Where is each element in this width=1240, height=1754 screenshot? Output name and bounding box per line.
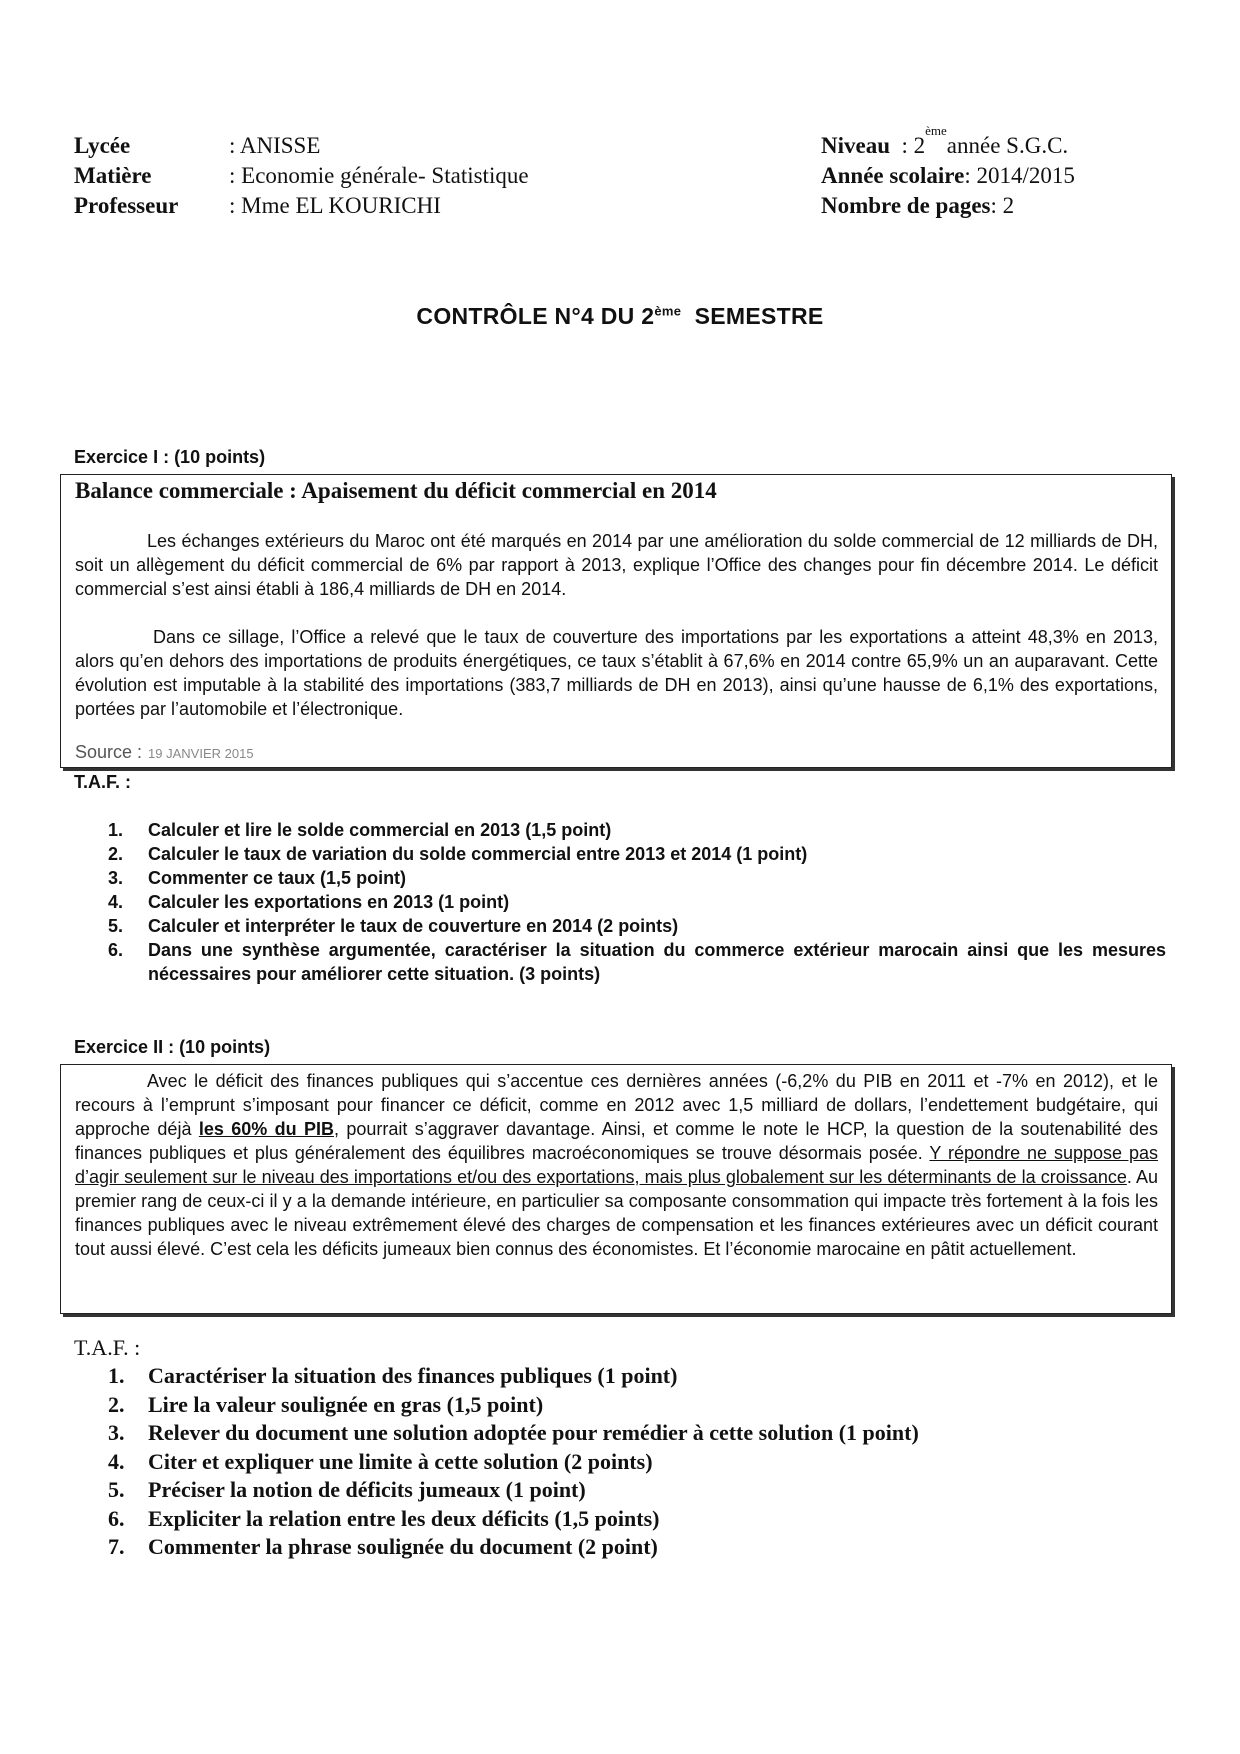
exercise1-source xyxy=(75,742,254,763)
exercise2-paragraph xyxy=(75,1069,1158,1261)
exercise1-heading: Exercice I : (10 points) xyxy=(74,447,266,467)
question-text: Calculer le taux de variation du solde commercial entre 2013 et 2014 (1 point) xyxy=(148,844,808,864)
question-number: 3. xyxy=(108,868,124,888)
exercise2-underlined-sentence: Y répondre ne suppose pas d’agir seulement sur le niveau des importations et/ou des exportations, mais plus globalement sur les déterminants de la croissance xyxy=(75,1143,1158,1187)
question-number: 2. xyxy=(108,1391,125,1417)
question-text: Relever du document une solution adoptée pour remédier à cette solution (1 point) xyxy=(148,1420,919,1445)
exercise1-box-title: Balance commerciale : Apaisement du déficit commercial en 2014 xyxy=(75,478,717,503)
question-number: 7. xyxy=(108,1534,125,1559)
niveau-value-sup: ème xyxy=(925,123,947,138)
question-number: 1. xyxy=(108,820,124,840)
list-item xyxy=(108,1476,919,1505)
pages-label: Nombre de pages xyxy=(821,193,991,218)
question-text: Calculer et lire le solde commercial en 2013 (1,5 point) xyxy=(148,820,612,840)
niveau-value-post: année S.G.C. xyxy=(946,133,1069,158)
annee-value: : 2014/2015 xyxy=(964,163,1075,188)
source-date: 19 JANVIER 2015 xyxy=(148,746,254,761)
question-text: Expliciter la relation entre les deux déficits (1,5 points) xyxy=(148,1505,660,1531)
lycee-value: : ANISSE xyxy=(229,133,321,158)
source-label: Source : xyxy=(75,742,143,762)
title-sup: ème xyxy=(654,303,682,319)
exercise2-questions xyxy=(108,1362,919,1562)
exercise2-bold-underlined-value: les 60% du PIB xyxy=(198,1119,334,1139)
header-row-niveau xyxy=(821,123,1075,161)
professeur-label: Professeur xyxy=(74,193,179,218)
exercise2-text-part2: , pourrait s’aggraver davantage. Ainsi, et comme le note le HCP, la question de la soutenabilité des finances publiques et plus généralement des équilibres macroéconomiques se trouve désormais posée. xyxy=(75,1119,1158,1163)
question-text: Calculer les exportations en 2013 (1 point) xyxy=(148,892,510,912)
title-post: SEMESTRE xyxy=(681,303,824,329)
header-left xyxy=(74,131,529,221)
exercise1-taf-label: T.A.F. : xyxy=(74,772,131,792)
question-number: 2. xyxy=(108,844,124,864)
list-item xyxy=(108,1448,919,1477)
exercise2-text-box xyxy=(60,1064,1172,1314)
matiere-label: Matière xyxy=(74,163,152,188)
list-item xyxy=(108,1362,919,1391)
list-item xyxy=(108,866,1166,890)
list-item xyxy=(108,842,1166,866)
exercise2-heading: Exercice II : (10 points) xyxy=(74,1037,271,1057)
header-right xyxy=(821,123,1075,221)
exercise1-text-box xyxy=(60,474,1172,768)
question-number: 1. xyxy=(108,1363,125,1388)
question-text: Caractériser la situation des finances publiques (1 point) xyxy=(148,1363,678,1388)
header-row-matiere xyxy=(74,161,529,191)
header-row-professeur xyxy=(74,191,529,221)
lycee-label: Lycée xyxy=(74,133,131,158)
question-text: Préciser la notion de déficits jumeaux (1 point) xyxy=(148,1477,586,1502)
list-item xyxy=(108,1391,919,1420)
question-text: Citer et expliquer une limite à cette solution (2 points) xyxy=(148,1448,653,1474)
exercise1-questions xyxy=(108,818,1166,986)
list-item xyxy=(108,890,1166,914)
list-item xyxy=(108,1533,919,1562)
question-number: 5. xyxy=(108,916,124,936)
question-text: Commenter la phrase soulignée du document (2 point) xyxy=(148,1534,658,1559)
exercise2-text-part3: . Au premier rang de ceux-ci il y a la demande intérieure, en particulier sa composante consommation qui impacte très fortement à la fois les finances publiques avec le niveau extrêmement élevé des charges de compensation et les finances extérieures avec un déficit courant tout aussi élevé. C’est cela les déficits jumeaux bien connus des économistes. Et l’économie marocaine en pâtit actuellement. xyxy=(75,1167,1158,1259)
list-item xyxy=(108,914,1166,938)
question-number: 4. xyxy=(108,1448,125,1474)
question-number: 3. xyxy=(108,1420,125,1445)
matiere-value: : Economie générale- Statistique xyxy=(229,163,529,188)
header-row-annee xyxy=(821,161,1075,191)
niveau-label: Niveau xyxy=(821,133,890,158)
page-title xyxy=(0,303,1240,330)
question-text: Lire la valeur soulignée en gras (1,5 point) xyxy=(148,1391,544,1417)
niveau-value-pre: : 2 xyxy=(901,133,926,158)
exercise2-taf-label: T.A.F. : xyxy=(74,1335,141,1360)
list-item xyxy=(108,938,1166,986)
annee-label: Année scolaire xyxy=(821,163,965,188)
question-number: 6. xyxy=(108,940,124,960)
list-item xyxy=(108,818,1166,842)
list-item xyxy=(108,1505,919,1534)
exercise1-paragraph-1: Les échanges extérieurs du Maroc ont été marqués en 2014 par une amélioration du solde commercial de 12 milliards de DH, soit un allègement du déficit commercial de 6% par rapport à 2013, explique l’Office des changes pour fin décembre 2014. Le déficit commercial s’est ainsi établi à 186,4 milliards de DH en 2014. xyxy=(75,531,1158,599)
question-number: 5. xyxy=(108,1477,125,1502)
question-number: 4. xyxy=(108,892,124,912)
question-number: 6. xyxy=(108,1505,125,1531)
question-text: Calculer et interpréter le taux de couverture en 2014 (2 points) xyxy=(148,916,679,936)
professeur-value: : Mme EL KOURICHI xyxy=(229,193,441,218)
list-item xyxy=(108,1419,919,1448)
pages-value: : 2 xyxy=(990,193,1015,218)
header-row-lycee xyxy=(74,131,529,161)
title-pre: CONTRÔLE N°4 DU 2 xyxy=(416,303,655,329)
question-text: Dans une synthèse argumentée, caractériser la situation du commerce extérieur marocain ainsi que les mesures nécessaires pour améliorer cette situation. (3 points) xyxy=(148,940,1166,984)
exercise2-text-part1: Avec le déficit des finances publiques qui s’accentue ces dernières années (-6,2% du PIB en 2011 et -7% en 2012), et le recours à l’emprunt s’imposant pour financer ce déficit, comme en 2012 avec 1,5 milliard de dollars, l’endettement budgétaire, qui approche déjà xyxy=(75,1071,1158,1139)
exercise1-paragraph-2: Dans ce sillage, l’Office a relevé que le taux de couverture des importations par les exportations a atteint 48,3% en 2013, alors qu’en dehors des importations de produits énergétiques, ce taux s’établit à 67,6% en 2014 contre 65,9% un an auparavant. Cette évolution est imputable à la stabilité des importations (383,7 milliards de DH en 2013), ainsi qu’une hausse de 6,1% des exportations, portées par l’automobile et l’électronique. xyxy=(75,627,1158,719)
question-text: Commenter ce taux (1,5 point) xyxy=(148,868,407,888)
header-row-pages xyxy=(821,191,1075,221)
